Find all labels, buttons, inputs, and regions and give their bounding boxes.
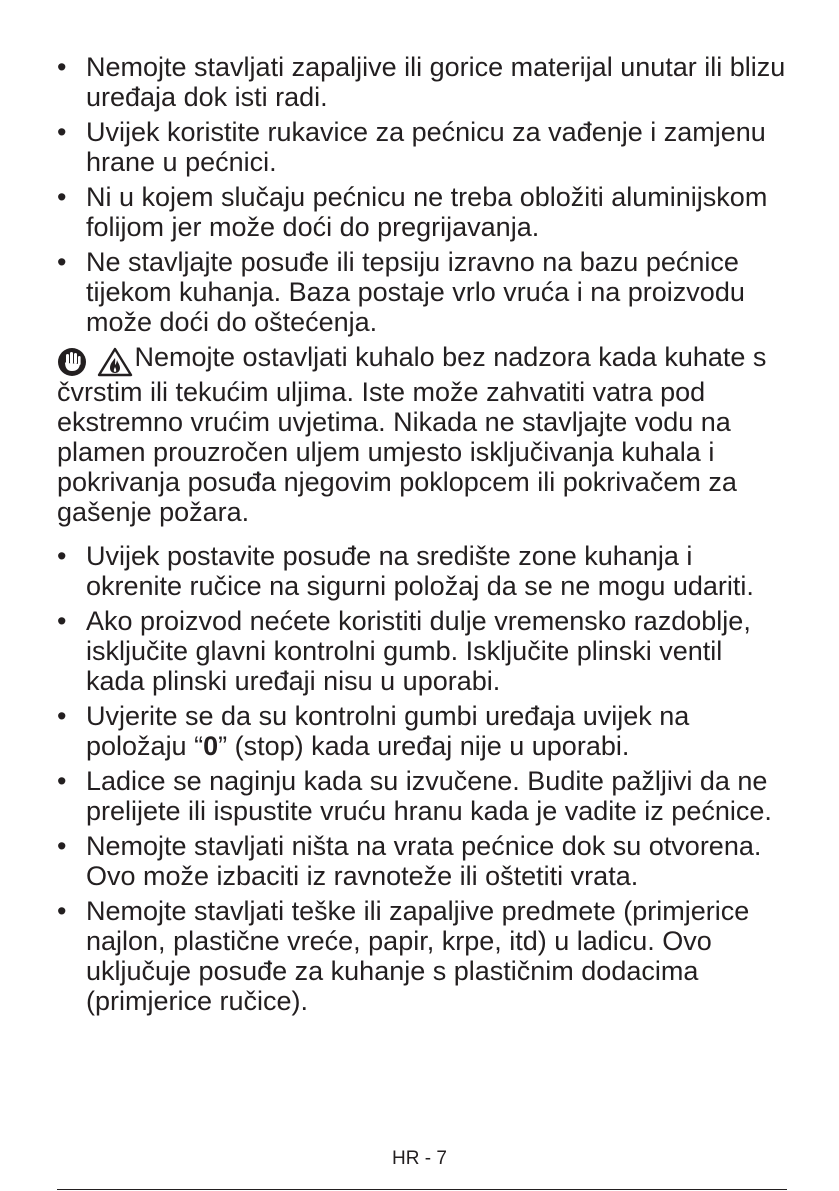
list-item xyxy=(57,766,787,826)
list-item-text: Ni u kojem slučaju pećnicu ne treba obložiti aluminijskom folijom jer može doći do pregrijavanja. xyxy=(86,182,768,242)
bullet-icon: • xyxy=(57,700,67,731)
safety-list-bottom xyxy=(57,541,787,1016)
list-item xyxy=(57,52,787,112)
warning-icons xyxy=(57,345,133,377)
bullet-icon: • xyxy=(57,117,67,147)
fire-hazard-icon xyxy=(97,347,133,377)
list-item xyxy=(57,831,787,891)
stop-hand-icon xyxy=(57,347,89,377)
bullet-icon: • xyxy=(57,247,67,277)
page-number: HR - 7 xyxy=(392,1148,447,1169)
list-item xyxy=(57,247,787,337)
warning-text: Nemojte ostavljati kuhalo bez nadzora kada kuhate s čvrstim ili tekućim uljima. Iste može zahvatiti vatra pod ekstremno vrućim uvjetima. Nikada ne stavljajte vodu na plamen prouzročen uljem umjesto isključivanja kuhala i pokrivanja posuđa njegovim poklopcem ili pokrivačem za gašenje požara. xyxy=(57,342,767,527)
list-item-text: Uvijek koristite rukavice za pećnicu za vađenje i zamjenu hrane u pećnici. xyxy=(86,117,766,177)
footer-divider xyxy=(57,1189,787,1190)
list-item-text: Nemojte stavljati zapaljive ili gorice materijal unutar ili blizu uređaja dok isti radi. xyxy=(86,52,786,112)
list-item-text: Uvijek postavite posuđe na središte zone kuhanja i okrenite ručice na sigurni položaj da se ne mogu udariti. xyxy=(86,540,754,601)
text-before-bold: Uvjerite se da su kontrolni gumbi uređaja uvijek na položaju “ xyxy=(86,700,690,761)
bullet-icon: • xyxy=(57,765,67,796)
text-after-bold: ” (stop) kada uređaj nije u uporabi. xyxy=(218,730,630,761)
list-item-text: Nemojte stavljati teške ili zapaljive predmete (primjerice najlon, plastične vreće, papir, krpe, itd) u ladicu. Ovo uključuje posuđe za kuhanje s plastičnim dodacima (primjerice ručice). xyxy=(86,895,750,1016)
document-page xyxy=(57,52,787,1021)
bullet-icon: • xyxy=(57,540,67,571)
list-item-text: Ako proizvod nećete koristiti dulje vremensko razdoblje, isključite glavni kontrolni gumb. Isključite plinski ventil kada plinski uređaji nisu u uporabi. xyxy=(86,605,751,696)
bullet-icon: • xyxy=(57,895,67,926)
fire-warning-paragraph xyxy=(57,342,787,527)
safety-list-top xyxy=(57,52,787,337)
bullet-icon: • xyxy=(57,830,67,861)
bullet-icon: • xyxy=(57,605,67,636)
list-item xyxy=(57,896,787,1016)
list-item-text: Nemojte stavljati ništa na vrata pećnice dok su otvorena. Ovo može izbaciti iz ravnoteže ili oštetiti vrata. xyxy=(86,830,762,891)
list-item xyxy=(57,701,787,761)
list-item xyxy=(57,117,787,177)
list-item-text xyxy=(86,701,689,761)
list-item xyxy=(57,606,787,696)
bullet-icon: • xyxy=(57,182,67,212)
bullet-icon: • xyxy=(57,52,67,82)
list-item xyxy=(57,541,787,601)
list-item xyxy=(57,182,787,242)
stop-position-value: 0 xyxy=(203,730,219,761)
list-item-text: Ne stavljajte posuđe ili tepsiju izravno na bazu pećnice tijekom kuhanja. Baza postaje vrlo vruća i na proizvodu može doći do oštećenja. xyxy=(86,247,745,337)
list-item-text: Ladice se naginju kada su izvučene. Budite pažljivi da ne prelijete ili ispustite vruću hranu kada je vadite iz pećnice. xyxy=(86,765,772,826)
